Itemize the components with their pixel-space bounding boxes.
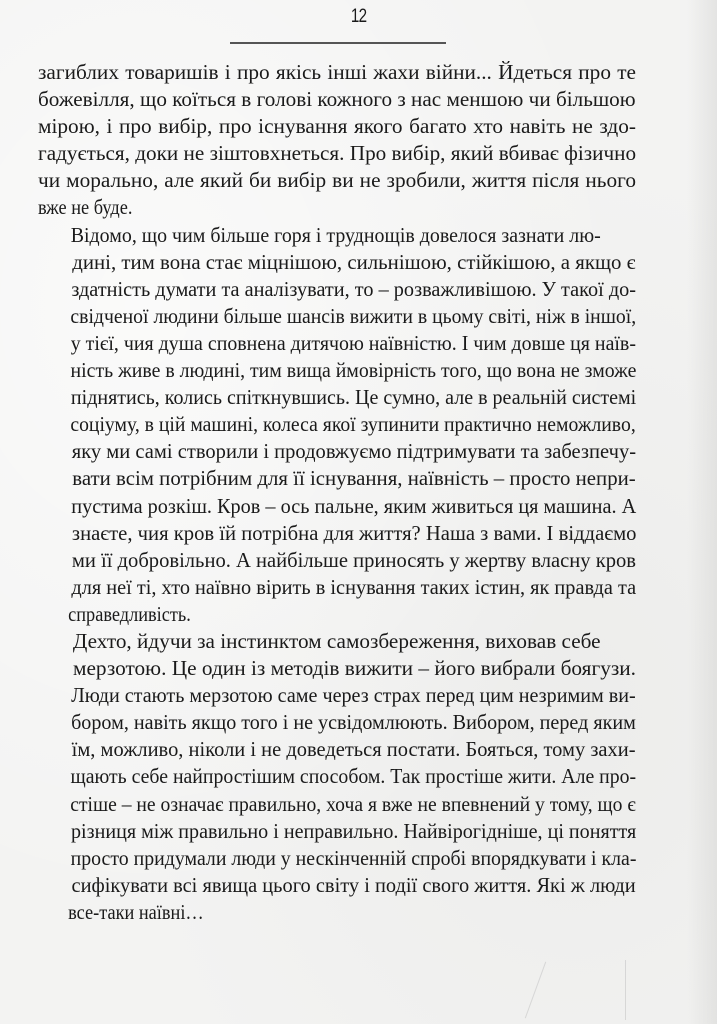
text-line: Відомо, що чим більше горя і труднощів довелося зазнати лю-: [70, 222, 601, 247]
text-line: чи морально, але який би вибір ви не зробили, життя після нього: [38, 168, 636, 193]
text-line: знаєте, чия кров їй потрібна для життя? Наша з вами. І віддаємо: [71, 520, 637, 545]
paragraph-2: [38, 222, 636, 628]
text-line: стіше – не означає правильно, хоча я вже не впевнений у тому, що є: [70, 791, 636, 816]
text-line: вже не буде.: [38, 195, 133, 220]
header-rule: [230, 42, 446, 44]
text-line: ми її добровільно. А найбільше приносять у жертву власну кров: [71, 547, 637, 572]
paper-crease: [625, 960, 626, 1020]
text-line: здатність думати та аналізувати, то – розважливішою. У такої до-: [71, 276, 637, 301]
text-line: все-таки наївні…: [68, 899, 204, 924]
text-line: бором, навіть якщо того і не усвідомлюють. Вибором, перед яким: [71, 710, 636, 735]
paragraph-3: [38, 628, 636, 926]
text-line: щають себе найпростішим способом. Так простіше жити. Але про-: [70, 764, 637, 789]
text-line: Люди стають мерзотою саме через страх перед цим незримим ви-: [71, 683, 636, 708]
text-line: просто придумали люди у нескінченній спробі впорядкувати і кла-: [70, 845, 637, 870]
text-line: свідченої людини більше шансів вижити в цьому світі, ніж в іншої,: [70, 303, 637, 328]
text-line: сифікувати всі явища цього світу і події свого життя. Які ж люди: [71, 872, 636, 897]
text-line: у тієї, чия душа сповнена дитячою наївністю. І чим довше ця наїв-: [70, 330, 636, 355]
text-line: для неї ті, хто наївно вірить в існування таких істин, як правда та: [71, 574, 637, 599]
body-text: [38, 59, 636, 926]
text-line: загиблих товаришів і про якісь інші жахи війни... Йдеться про те: [38, 60, 636, 84]
text-line: різниця між правильно і неправильно. Найвірогідніше, ці поняття: [71, 818, 637, 843]
text-line: божевілля, що коїться в голові кожного з нас меншою чи більшою: [38, 87, 636, 112]
text-line: їм, можливо, ніколи і не доведеться постати. Бояться, тому захи-: [71, 737, 636, 762]
text-line: ність живе в людині, тим вища ймовірність того, що вона не зможе: [70, 358, 637, 383]
paragraph-1: [38, 59, 636, 222]
text-line: вати всім потрібним для її існування, наївність – просто непри-: [72, 466, 636, 491]
text-line: мерзотою. Це один із методів вижити – його вибрали боягузи.: [73, 656, 636, 681]
text-line: пустима розкіш. Кров – ось пальне, яким живиться ця машина. А: [71, 493, 637, 518]
text-line: соціуму, в цій машині, колеса якої зупинити практично неможливо,: [70, 412, 636, 437]
text-line: справедливість.: [68, 601, 191, 626]
page-header: [0, 6, 717, 28]
text-line: Дехто, йдучи за інстинктом самозбереження, виховав себе: [72, 628, 601, 653]
text-line: дині, тим вона стає міцнішою, сильнішою, стійкішою, а якщо є: [72, 249, 636, 274]
page-number: 12: [350, 6, 367, 27]
paper-crease: [525, 962, 546, 1019]
text-line: мірою, і про вибір, про існування якого багато хто навіть не здо-: [38, 114, 636, 139]
text-line: піднятись, колись спіткнувшись. Це сумно, але в реальній системі: [70, 385, 637, 410]
text-line: яку ми самі створили і продовжуємо підтримувати та забезпечу-: [71, 439, 637, 464]
text-line: гадується, доки не зіштовхнеться. Про вибір, який вбиває фізично: [38, 141, 637, 166]
page-edge-shadow: [687, 0, 717, 1024]
